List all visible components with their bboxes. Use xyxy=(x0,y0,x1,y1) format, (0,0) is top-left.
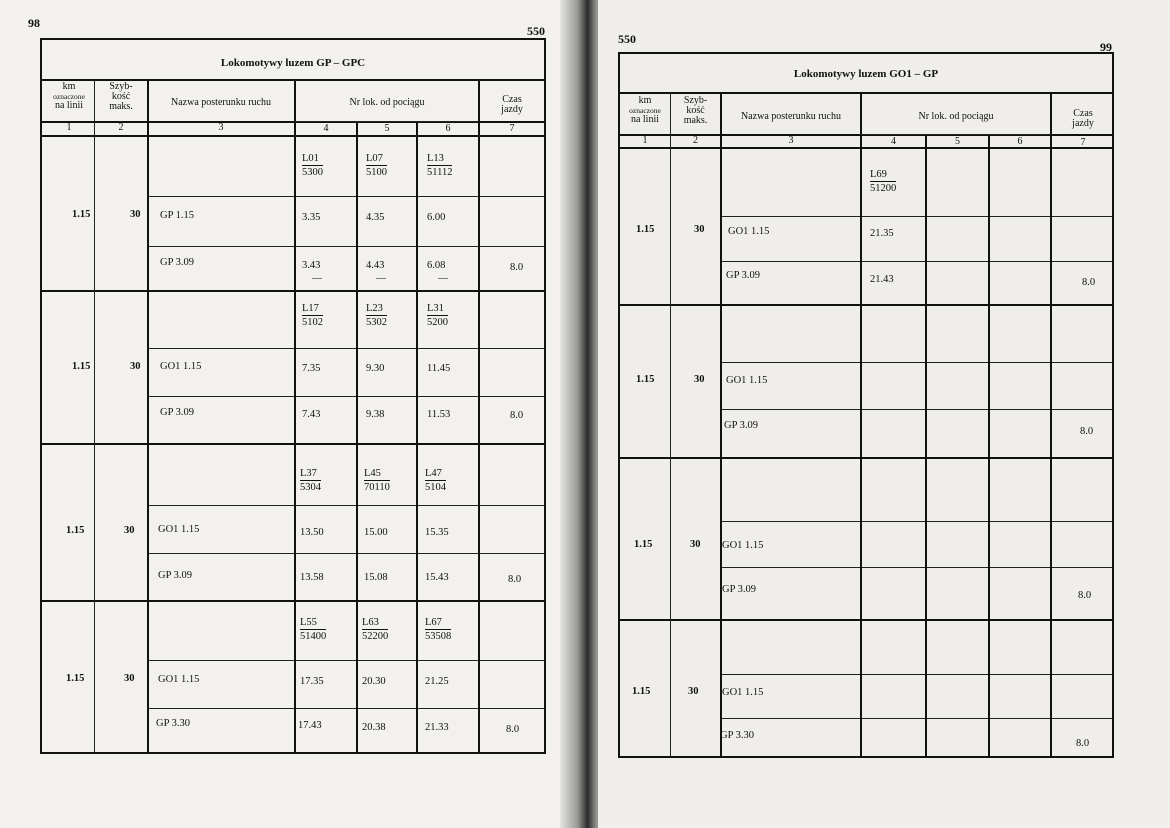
dash-mark: — xyxy=(312,273,322,284)
col-num-3: 3 xyxy=(218,122,224,133)
station-name: GO1 1.15 xyxy=(728,226,770,237)
station-name: GO1 1.15 xyxy=(158,524,200,535)
left-page-number: 98 xyxy=(28,16,40,30)
train-header: Nr lok. od pociągu xyxy=(918,111,994,122)
km-value: 1.15 xyxy=(66,525,85,536)
arrival-time: 15.08 xyxy=(364,572,388,583)
departure-time: 15.35 xyxy=(425,527,449,538)
lok-label: $\frac{L47}{5104}$ xyxy=(425,468,446,493)
right-page xyxy=(598,0,1170,828)
lok-label: $\frac{L69}{51200}$ xyxy=(870,169,897,194)
departure-time: 21.25 xyxy=(425,676,449,687)
arrival-time: 17.43 xyxy=(298,720,322,731)
station-name: GO1 1.15 xyxy=(726,375,768,386)
km-value: 1.15 xyxy=(636,224,655,235)
arrival-time: 6.08 xyxy=(427,260,446,271)
col-num-1: 1 xyxy=(642,135,648,146)
arrival-time: 21.33 xyxy=(425,722,449,733)
lok-label: $\frac{L63}{52200}$ xyxy=(362,617,389,642)
col-num-2: 2 xyxy=(118,122,124,133)
speed-value: 30 xyxy=(694,374,705,385)
station-name: GP 3.09 xyxy=(722,584,757,595)
departure-time: 20.30 xyxy=(362,676,386,687)
departure-time: 3.35 xyxy=(302,212,321,223)
km-value: 1.15 xyxy=(66,673,85,684)
col-num-5: 5 xyxy=(384,123,390,134)
station-name: GP 1.15 xyxy=(160,210,195,221)
left-table-title: Lokomotywy luzem GP – GPC xyxy=(220,57,366,69)
speed-value: 30 xyxy=(690,539,701,550)
travel-time: 8.0 xyxy=(506,724,520,735)
station-name: GP 3.09 xyxy=(158,570,193,581)
col-num-4: 4 xyxy=(891,136,896,147)
station-name: GO1 1.15 xyxy=(160,361,202,372)
speed-value: 30 xyxy=(130,361,141,372)
col-num-6: 6 xyxy=(1017,136,1023,147)
departure-time: 13.50 xyxy=(300,527,324,538)
col-num-5: 5 xyxy=(955,136,960,147)
departure-time: 6.00 xyxy=(427,212,446,223)
col-num-2: 2 xyxy=(693,135,698,146)
lok-label: $\frac{L17}{5102}$ xyxy=(302,303,323,328)
speed-value: 30 xyxy=(124,673,135,684)
col-num-1: 1 xyxy=(66,122,72,133)
travel-time: 8.0 xyxy=(1080,426,1094,437)
departure-time: 17.35 xyxy=(300,676,324,687)
col-num-3: 3 xyxy=(788,135,794,146)
travel-time: 8.0 xyxy=(1076,738,1090,749)
station-header: Nazwa posterunku ruchu xyxy=(741,111,841,122)
time-header: Czas jazdy xyxy=(501,94,523,115)
km-header: km oznaczone na linii xyxy=(53,81,85,111)
dash-mark: — xyxy=(438,273,448,284)
speed-header: Szyb- kość maks. xyxy=(683,95,708,126)
station-header: Nazwa posterunku ruchu xyxy=(171,97,271,108)
station-name: GO1 1.15 xyxy=(158,674,200,685)
arrival-time: 9.38 xyxy=(366,409,385,420)
col-num-7: 7 xyxy=(509,123,515,134)
station-name: GP 3.30 xyxy=(720,730,755,741)
lok-label: $\frac{L01}{5300}$ xyxy=(302,153,323,178)
km-value: 1.15 xyxy=(634,539,653,550)
station-name: GP 3.09 xyxy=(160,257,195,268)
station-name: GO1 1.15 xyxy=(722,540,764,551)
speed-value: 30 xyxy=(688,686,699,697)
lok-label: $\frac{L37}{5304}$ xyxy=(300,468,321,493)
km-value: 1.15 xyxy=(636,374,655,385)
departure-time: 15.00 xyxy=(364,527,388,538)
station-name: GP 3.09 xyxy=(160,407,195,418)
time-header: Czas jazdy xyxy=(1072,108,1094,129)
travel-time: 8.0 xyxy=(1078,590,1092,601)
speed-value: 30 xyxy=(130,209,141,220)
station-name: GP 3.30 xyxy=(156,718,191,729)
km-value: 1.15 xyxy=(72,209,91,220)
arrival-time: 21.43 xyxy=(870,274,894,285)
speed-value: 30 xyxy=(694,224,705,235)
lok-label: $\frac{L45}{70110}$ xyxy=(364,468,390,493)
col-num-4: 4 xyxy=(323,123,329,134)
km-value: 1.15 xyxy=(72,361,91,372)
arrival-time: 15.43 xyxy=(425,572,449,583)
speed-header: Szyb- kość maks. xyxy=(109,81,133,112)
lok-label: $\frac{L13}{51112}$ xyxy=(427,153,453,178)
departure-time: 11.45 xyxy=(427,363,451,374)
station-name: GO1 1.15 xyxy=(722,687,764,698)
right-page-number: 99 xyxy=(1100,40,1112,54)
lok-label: $\frac{L23}{5302}$ xyxy=(366,303,387,328)
col-num-7: 7 xyxy=(1080,137,1086,148)
travel-time: 8.0 xyxy=(510,410,524,421)
left-section-number: 550 xyxy=(527,24,545,38)
left-page xyxy=(0,0,572,828)
speed-value: 30 xyxy=(124,525,135,536)
right-table-title: Lokomotywy luzem GO1 – GP xyxy=(793,68,939,80)
arrival-time: 11.53 xyxy=(427,409,451,420)
train-header: Nr lok. od pociągu xyxy=(349,97,425,108)
arrival-time: 20.38 xyxy=(362,722,386,733)
departure-time: 4.35 xyxy=(366,212,385,223)
right-section-number: 550 xyxy=(618,32,636,46)
arrival-time: 7.43 xyxy=(302,409,321,420)
arrival-time: 3.43 xyxy=(302,260,321,271)
arrival-time: 4.43 xyxy=(366,260,385,271)
col-num-6: 6 xyxy=(445,123,451,134)
km-header: km oznaczone na linii xyxy=(629,95,661,125)
station-name: GP 3.09 xyxy=(724,420,759,431)
arrival-time: 13.58 xyxy=(300,572,324,583)
travel-time: 8.0 xyxy=(1082,277,1096,288)
lok-label: $\frac{L31}{5200}$ xyxy=(427,303,448,328)
departure-time: 7.35 xyxy=(302,363,321,374)
km-value: 1.15 xyxy=(632,686,651,697)
right-timetable xyxy=(618,52,1114,758)
travel-time: 8.0 xyxy=(508,574,522,585)
lok-label: $\frac{L07}{5100}$ xyxy=(366,153,387,178)
travel-time: 8.0 xyxy=(510,262,524,273)
left-timetable xyxy=(40,38,546,754)
station-name: GP 3.09 xyxy=(726,270,761,281)
lok-label: $\frac{L67}{53508}$ xyxy=(425,617,452,642)
departure-time: 9.30 xyxy=(366,363,385,374)
departure-time: 21.35 xyxy=(870,228,894,239)
lok-label: $\frac{L55}{51400}$ xyxy=(300,617,327,642)
dash-mark: — xyxy=(376,273,386,284)
